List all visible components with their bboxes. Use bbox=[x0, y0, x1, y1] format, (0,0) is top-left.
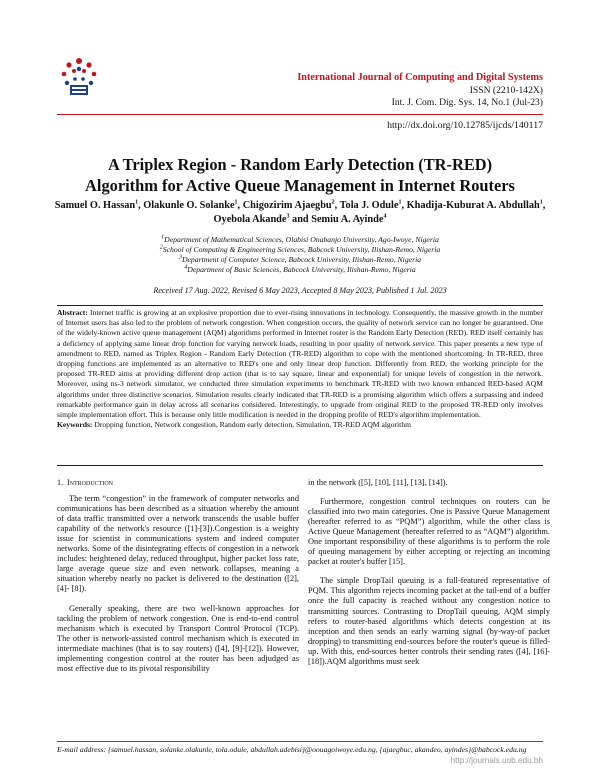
affiliation-text: Department of Basic Sciences, Babcock University, Ilishan-Remo, Nigeria bbox=[187, 265, 416, 274]
header-rule bbox=[57, 114, 543, 115]
paper-title-line2: Algorithm for Active Queue Management in Internet Routers bbox=[85, 176, 515, 195]
author-separator: , bbox=[542, 200, 546, 211]
author-affiliation-mark: 1 bbox=[539, 199, 543, 206]
abstract-text: Internet traffic is growing at an explosive proportion due to ever-rising innovations in technology. Consequently, the massive growth in the number of Internet users has also led to the problem of network congestion. When congestion occurs, the quality of network service can no longer be guaranteed. One of the widely-known active queue management (AQM) algorithms performed in Internet router is the Random Early Detection (RED). RED itself certainly has a deficiency of applying same linear drop function for varying network loads, resulting in poor quality of network service. This paper presents a new type of amendment to RED, named as Triplex Region - Random Early Detection (TR-RED) algorithm to cope with the mentioned shortcoming. In TR-RED, three dropping functions are implemented as an alternative to RED's one and only linear drop function. Differently from RED, the working principle for the proposed TR-RED aims at providing different drop action (that is to say square, linear and exponential) for unique levels of congestion in the network. Moreover, using ns-3 network simulator, we conducted three simulation experiments to benchmark TR-RED with two known enhanced RED-based AQM algorithms under three distinctive scenarios. Simulation results clearly indicated that TR-RED is a promising algorithm which offers a surpassing and indeed remarkable performance gain in delay across all scenarios considered. Interestingly, to upgrade from original RED to the proposed TR-RED only involves simple implementation effort. This is because only little modification is needed in the dropping profile of RED's algorithm implementation. bbox=[57, 308, 543, 420]
footer-rule bbox=[57, 741, 543, 742]
affiliation-number: 2 bbox=[159, 244, 163, 251]
affiliation-list bbox=[60, 235, 540, 275]
author-name: Tola J. Odule bbox=[339, 200, 399, 211]
author-name: Samuel O. Hassan bbox=[54, 200, 136, 211]
journal-logo-icon bbox=[55, 53, 103, 101]
paper-title bbox=[40, 154, 560, 196]
paper-title-line1: A Triplex Region - Random Early Detection (TR-RED) bbox=[107, 155, 493, 174]
affiliation-number: 3 bbox=[178, 254, 182, 261]
journal-citation: Int. J. Com. Dig. Sys. 14, No.1 (Jul-23) bbox=[391, 97, 543, 108]
author-separator: , bbox=[334, 200, 340, 211]
abstract-label: Abstract: bbox=[57, 308, 88, 317]
journal-url[interactable]: http://journals.uob.edu.bh bbox=[450, 756, 543, 765]
affiliation-line bbox=[60, 255, 540, 265]
author-list bbox=[48, 199, 552, 227]
author-emails: E-mail address: {samuel.hassan, solanke.olakunle, tola.odule, abdullah.adebisi}@oouagoiwoye.edu.ng, {ajaegbuc, akandeo, ayindes}@babcock.edu.ng bbox=[57, 745, 527, 754]
abstract-paragraph bbox=[57, 308, 543, 420]
body-paragraph: The term “congestion” in the framework of computer networks and communications has been described as a situation whereby the amount of data traffic transmitted over a network transcends the usable buffer capability of the network's resource ([1]-[3]).Congestion is a weighty issue for scientist in communications system and indeed computer networks. Some of the disintegrating effects of congestion in a network includes: heightened delay, reduced throughput, higher packet loss rate, large average queue size and even network collapses, meaning a situation whereby nearly no packet is delivered to the destination ([2], [4]- [8]). bbox=[57, 494, 299, 594]
body-paragraph: in the network ([5], [10], [11], [13], [14]). bbox=[308, 478, 448, 487]
author-separator: and bbox=[289, 214, 312, 225]
affiliation-text: School of Computing & Engineering Sciences, Babcock University, Ilishan-Remo, Nigeria bbox=[162, 245, 441, 254]
affiliation-number: 1 bbox=[161, 234, 165, 241]
section-number: 1. bbox=[57, 478, 63, 487]
author-name: Semiu A. Ayinde bbox=[311, 214, 384, 225]
publication-dates: Received 17 Aug. 2022, Revised 6 May 2023, Accepted 8 May 2023, Published 1 Jul. 2023 bbox=[153, 286, 447, 295]
abstract-block bbox=[57, 308, 543, 430]
affiliation-line bbox=[60, 245, 540, 255]
author-affiliation-mark: 3 bbox=[286, 213, 290, 220]
abstract-rule-bottom bbox=[57, 465, 543, 466]
author-separator: , bbox=[138, 200, 144, 211]
section-heading bbox=[57, 478, 299, 488]
body-paragraph: Generally speaking, there are two well-known approaches for tackling the problem of network congestion. One is end-to-end control mechanism which is executed by Transport Control Protocol (TCP). The other is network-assisted control mechanism which is executed in intermediate machines (that is to say routers) ([4], [9]-[12]). However, implementing congestion control at the router has been adjudged as most effective due to its pivotal responsibility bbox=[57, 603, 299, 673]
keywords-text: Dropping function, Network congestion, Random early detection, Simulation, TR-RED AQM algorithm bbox=[92, 420, 411, 430]
author-affiliation-mark: 2 bbox=[331, 199, 335, 206]
author-separator: , bbox=[401, 200, 407, 211]
author-affiliation-mark: 1 bbox=[398, 199, 402, 206]
author-name: Chigozirim Ajaegbu bbox=[242, 200, 332, 211]
body-paragraph: Furthermore, congestion control techniques on routers can be classified into two main categories. One is Passive Queue Management (hereafter referred to as “PQM”) algorithm, while the other class is Active Queue Management (hereafter referred to as “AQM”) algorithm. One important responsibility of these algorithms is to perform the role of queuing management by either accepting or rejecting an incoming packet at router's buffer [15]. bbox=[308, 497, 550, 567]
journal-issn: ISSN (2210-142X) bbox=[469, 85, 543, 96]
author-name: Oyebola Akande bbox=[213, 214, 287, 225]
body-column-right bbox=[308, 478, 550, 676]
author-separator: , bbox=[237, 200, 243, 211]
section-title: Introduction bbox=[67, 478, 113, 487]
affiliation-line bbox=[60, 235, 540, 245]
affiliation-text: Department of Computer Science, Babcock University, Ilishan-Remo, Nigeria bbox=[181, 255, 422, 264]
body-column-left bbox=[57, 478, 299, 683]
abstract-rule-top bbox=[57, 305, 543, 306]
doi-link[interactable]: http://dx.doi.org/10.12785/ijcds/140117 bbox=[387, 120, 543, 131]
affiliation-text: Department of Mathematical Sciences, Olabisi Onabanjo University, Ago-Iwoye, Nigeria bbox=[164, 235, 439, 244]
keywords-paragraph bbox=[57, 420, 543, 430]
journal-name: International Journal of Computing and Digital Systems bbox=[297, 72, 543, 83]
affiliation-line bbox=[60, 265, 540, 275]
author-affiliation-mark: 1 bbox=[135, 199, 139, 206]
author-name: Khadija-Kuburat A. Abdullah bbox=[406, 200, 540, 211]
author-name: Olakunle O. Solanke bbox=[143, 200, 235, 211]
body-paragraph: The simple DropTail queuing is a full-featured representative of PQM. This algorithm rejects incoming packet at the tail-end of a buffer once the full capacity is reached without any congestion notice to transmitting sources. Contrasting to DropTail queuing, AQM simply refers to router-based algorithms which detects congestion at its inception and then sends an early warning signal (by-way-of packet dropping) to transmitting end-sources before the router's queue is filled-up. With this, end-sources better controls their sending rates ([4], [16]-[18]).AQM algorithms must seek bbox=[308, 576, 550, 666]
affiliation-number: 4 bbox=[184, 264, 188, 271]
author-affiliation-mark: 1 bbox=[234, 199, 238, 206]
author-affiliation-mark: 4 bbox=[383, 213, 387, 220]
keywords-label: Keywords: bbox=[57, 420, 93, 430]
